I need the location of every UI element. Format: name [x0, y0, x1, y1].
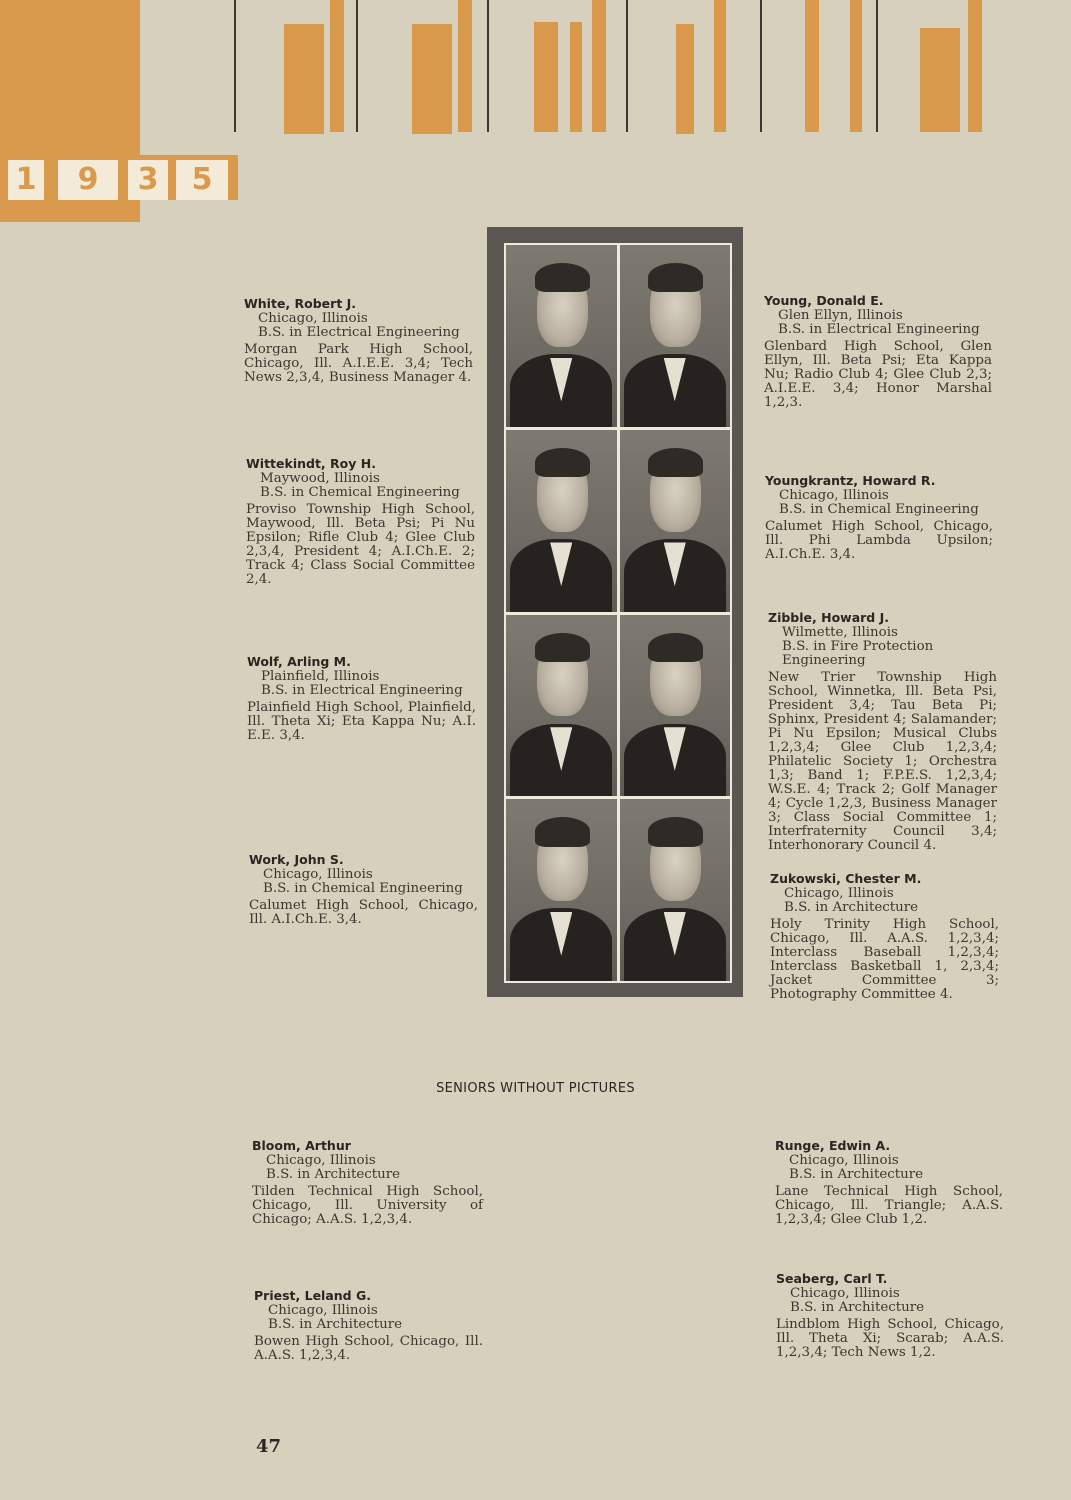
senior-hometown: Chicago, Illinois — [258, 311, 368, 326]
senior-entry — [247, 655, 476, 743]
senior-hometown: Plainfield, Illinois — [261, 669, 380, 684]
senior-hometown: Chicago, Illinois — [266, 1153, 376, 1168]
portrait-photo — [620, 245, 731, 427]
year-digit-1: 1 — [8, 160, 44, 200]
header-bar — [570, 22, 582, 132]
header-bar — [920, 28, 960, 132]
header-bar — [968, 0, 982, 132]
senior-name: Young, Donald E. — [764, 293, 884, 308]
header-rule — [356, 0, 358, 132]
senior-hometown: Chicago, Illinois — [268, 1303, 378, 1318]
header-bar — [284, 24, 324, 134]
senior-hometown: Chicago, Illinois — [790, 1286, 900, 1301]
senior-activities: Calumet High School, Chicago, Ill. A.I.Ch.E. 3,4. — [249, 898, 478, 927]
portrait-photo — [506, 615, 617, 797]
senior-activities: Glenbard High School, Glen Ellyn, Ill. Beta Psi; Eta Kappa Nu; Radio Club 4; Glee Club 2,3; A.I.E.E. 3,4; Honor Marshal 1,2,3. — [764, 339, 992, 410]
header-bar — [714, 0, 726, 132]
section-heading: SENIORS WITHOUT PICTURES — [436, 1081, 635, 1096]
header-bar — [805, 0, 819, 132]
senior-name: Work, John S. — [249, 852, 344, 867]
header-rule — [760, 0, 762, 132]
header-bar — [592, 0, 606, 132]
senior-entry — [775, 1139, 1003, 1227]
senior-activities: Proviso Township High School, Maywood, Ill. Beta Psi; Pi Nu Epsilon; Rifle Club 4; Glee Club 2,3,4, President 4; A.I.Ch.E. 2; Track 4; Class Social Committee 2,4. — [246, 502, 475, 587]
senior-degree: B.S. in Electrical Engineering — [778, 322, 980, 337]
senior-name: Runge, Edwin A. — [775, 1138, 891, 1153]
senior-hometown: Chicago, Illinois — [789, 1153, 899, 1168]
portrait-photo — [506, 799, 617, 981]
senior-activities: Bowen High School, Chicago, Ill. A.A.S. 1,2,3,4. — [254, 1334, 483, 1363]
senior-hometown: Glen Ellyn, Illinois — [778, 308, 903, 323]
senior-hometown: Chicago, Illinois — [263, 867, 373, 882]
year-digit-9: 9 — [58, 160, 118, 200]
portrait-photo — [620, 799, 731, 981]
senior-degree: B.S. in Architecture — [790, 1300, 925, 1315]
portrait-grid — [504, 243, 732, 983]
year-label — [0, 160, 1, 161]
senior-name: Priest, Leland G. — [254, 1288, 371, 1303]
header-bar — [330, 0, 344, 132]
senior-entry — [776, 1272, 1004, 1360]
portrait-photo — [506, 430, 617, 612]
year-digit-5: 5 — [176, 160, 228, 200]
header-bar — [412, 24, 452, 134]
header-bar — [458, 0, 472, 132]
senior-name: Bloom, Arthur — [252, 1138, 351, 1153]
senior-degree: B.S. in Architecture — [266, 1167, 401, 1182]
senior-hometown: Wilmette, Illinois — [782, 625, 898, 640]
senior-hometown: Chicago, Illinois — [779, 488, 889, 503]
header-rule — [876, 0, 878, 132]
year-digit-3: 3 — [128, 160, 168, 200]
portrait-photo — [506, 245, 617, 427]
header-rule — [626, 0, 628, 132]
senior-degree: B.S. in Chemical Engineering — [263, 881, 463, 896]
senior-activities: Tilden Technical High School, Chicago, Ill. University of Chicago; A.A.S. 1,2,3,4. — [252, 1184, 483, 1227]
senior-entry — [764, 294, 992, 410]
page-number: 47 — [256, 1436, 282, 1457]
header-bar — [676, 24, 694, 134]
header-bar — [534, 22, 558, 132]
senior-entry — [768, 611, 997, 853]
senior-entry — [249, 853, 478, 927]
senior-name: Seaberg, Carl T. — [776, 1271, 888, 1286]
senior-name: Wolf, Arling M. — [247, 654, 351, 669]
senior-activities: Lane Technical High School, Chicago, Ill. Triangle; A.A.S. 1,2,3,4; Glee Club 1,2. — [775, 1184, 1003, 1227]
senior-activities: Holy Trinity High School, Chicago, Ill. A.A.S. 1,2,3,4; Interclass Baseball 1,2,3,4; Interclass Basketball 1, 2,3,4; Jacket Committee 3; Photography Committee 4. — [770, 917, 999, 1002]
senior-degree: B.S. in Architecture — [784, 900, 919, 915]
senior-activities: Lindblom High School, Chicago, Ill. Theta Xi; Scarab; A.A.S. 1,2,3,4; Tech News 1,2. — [776, 1317, 1004, 1360]
senior-entry — [765, 474, 993, 562]
senior-entry — [254, 1289, 483, 1363]
header-rule — [487, 0, 489, 132]
senior-name: Wittekindt, Roy H. — [246, 456, 376, 471]
senior-name: Youngkrantz, Howard R. — [765, 473, 936, 488]
senior-degree: B.S. in Architecture — [268, 1317, 403, 1332]
portrait-photo — [620, 430, 731, 612]
portrait-photo — [620, 615, 731, 797]
senior-name: Zibble, Howard J. — [768, 610, 890, 625]
senior-name: White, Robert J. — [244, 296, 357, 311]
senior-activities: Plainfield High School, Plainfield, Ill. Theta Xi; Eta Kappa Nu; A.I. E.E. 3,4. — [247, 700, 476, 743]
senior-degree: B.S. in Electrical Engineering — [258, 325, 460, 340]
senior-degree: B.S. in Chemical Engineering — [260, 485, 460, 500]
senior-entry — [246, 457, 475, 587]
senior-hometown: Chicago, Illinois — [784, 886, 894, 901]
senior-degree: B.S. in Electrical Engineering — [261, 683, 463, 698]
header-bar — [850, 0, 862, 132]
senior-degree: B.S. in Chemical Engineering — [779, 502, 979, 517]
senior-hometown: Maywood, Illinois — [260, 471, 380, 486]
senior-activities: Calumet High School, Chicago, Ill. Phi Lambda Upsilon; A.I.Ch.E. 3,4. — [765, 519, 993, 562]
senior-activities: New Trier Township High School, Winnetka, Ill. Beta Psi, President 3,4; Tau Beta Pi; Sphinx, President 4; Salamander; Pi Nu Epsilon; Musical Clubs 1,2,3,4; Glee Club 1,2,3,4; Philatelic Society 1; Orchestra 1,3; Band 1; F.P.E.S. 1,2,3,4; W.S.E. 4; Track 2; Golf Manager 4; Cycle 1,2,3, Business Manager 3; Class Social Committee 1; Interfraternity Council 3,4; Interhonorary Council 4. — [768, 670, 997, 853]
senior-entry — [252, 1139, 483, 1227]
senior-degree: B.S. in Architecture — [789, 1167, 924, 1182]
senior-entry — [770, 872, 999, 1002]
senior-degree: B.S. in Fire Protection Engineering — [782, 639, 934, 668]
senior-entry — [244, 297, 473, 385]
header-rule — [234, 0, 236, 132]
senior-name: Zukowski, Chester M. — [770, 871, 922, 886]
senior-activities: Morgan Park High School, Chicago, Ill. A.I.E.E. 3,4; Tech News 2,3,4, Business Manager 4. — [244, 342, 473, 385]
